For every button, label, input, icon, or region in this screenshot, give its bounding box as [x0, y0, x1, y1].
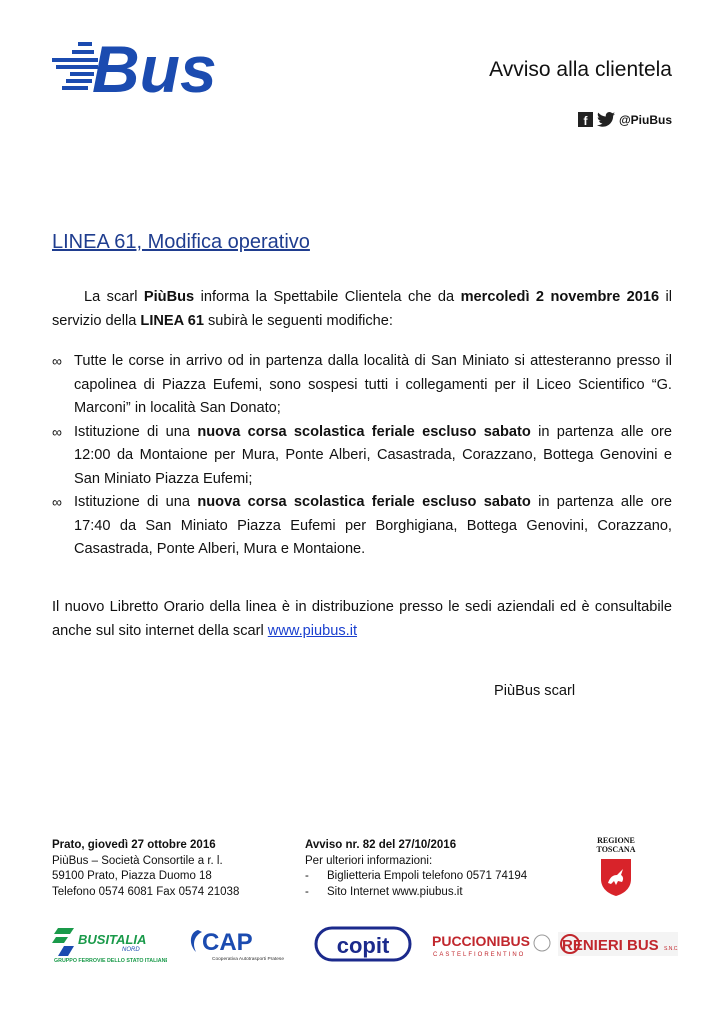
footer-address: 59100 Prato, Piazza Duomo 18: [52, 870, 212, 882]
svg-text:S.N.C.: S.N.C.: [664, 946, 678, 952]
list-item-text: Istituzione di una: [74, 494, 198, 510]
footer-company: PiùBus – Società Consortile a r. l.: [52, 854, 223, 867]
regione-toscana-logo: REGIONE TOSCANA: [592, 836, 640, 897]
piubus-logo: [52, 34, 262, 100]
footer-contact-info: [305, 838, 527, 900]
info-label: Per ulteriori informazioni:: [305, 854, 433, 867]
partner-logos: [52, 922, 682, 966]
cap-logo: [186, 922, 290, 966]
signature: PiùBus scarl: [494, 683, 576, 699]
svg-text:copit: copit: [336, 933, 390, 958]
changes-list: [52, 350, 672, 562]
list-item-text: in partenza alle ore 12:00 da Montaione per Mura, Ponte Alberi, Casastrada, Corazzano, Bottega Genovini e San Miniato Piazza Eufemi;: [74, 423, 672, 487]
svg-text:CAP: CAP: [202, 929, 253, 956]
infinity-bullet-icon: ∞: [52, 494, 62, 510]
list-item: [52, 350, 672, 421]
svg-text:BUSITALIA: BUSITALIA: [78, 932, 147, 947]
footer-company-info: [52, 838, 239, 900]
info-item-text: Sito Internet www.piubus.it: [327, 885, 463, 898]
list-item-highlight: nuova corsa scolastica feriale escluso sabato: [197, 494, 531, 510]
intro-text: subirà le seguenti modifiche:: [203, 312, 393, 329]
twitter-icon[interactable]: [597, 112, 615, 127]
notice-title: LINEA 61, Modifica operativo: [52, 231, 310, 253]
svg-text:PUCCIONIBUS: PUCCIONIBUS: [432, 933, 531, 949]
list-item-text: in partenza alle ore 17:40 da San Miniato Piazza Eufemi per Borghigiana, Bottega Genovini, Corazzano, Casastrada, Ponte Alberi, Mura e Montaione.: [74, 494, 672, 557]
renieri-bus-logo: [558, 922, 678, 966]
intro-text: La scarl: [84, 289, 144, 305]
website-link[interactable]: www.piubus.it: [267, 622, 358, 639]
info-item: - Sito Internet www.piubus.it: [305, 885, 527, 901]
footer-phone: Telefono 0574 6081 Fax 0574 21038: [52, 885, 240, 898]
svg-text:NORD: NORD: [122, 947, 140, 953]
busitalia-logo: [52, 922, 167, 966]
facebook-icon[interactable]: f: [578, 112, 593, 127]
infinity-bullet-icon: ∞: [52, 353, 62, 369]
list-item: [52, 491, 672, 562]
list-item-highlight: nuova corsa scolastica feriale escluso sabato: [197, 423, 531, 440]
pegasus-shield-icon: [599, 857, 633, 897]
list-item: [52, 421, 672, 492]
svg-text:GRUPPO FERROVIE DELLO STATO IT: GRUPPO FERROVIE DELLO STATO ITALIANE: [54, 958, 167, 964]
intro-date: mercoledì 2 novembre 2016: [460, 289, 660, 305]
info-item: - Biglietteria Empoli telefono 0571 74194: [305, 869, 527, 885]
footer-date: Prato, giovedì 27 ottobre 2016: [52, 839, 216, 851]
header-title: Avviso alla clientela: [489, 58, 672, 81]
intro-company: PiùBus: [143, 289, 195, 305]
svg-text:RENIERI BUS: RENIERI BUS: [562, 937, 659, 954]
svg-text:Bus: Bus: [92, 34, 217, 100]
copit-logo: [314, 922, 412, 966]
outro-paragraph: [52, 596, 672, 643]
intro-paragraph: [52, 286, 672, 333]
notice-number: Avviso nr. 82 del 27/10/2016: [305, 839, 457, 851]
infinity-bullet-icon: ∞: [52, 423, 62, 440]
svg-text:Cooperativa Autotrasporti Prat: Cooperativa Autotrasporti Pratese: [212, 957, 284, 962]
info-item-text: Biglietteria Empoli telefono 0571 74194: [327, 870, 528, 882]
social-handle[interactable]: @PiuBus: [618, 112, 672, 127]
intro-text: il servizio della: [52, 289, 673, 329]
list-item-text: Istituzione di una: [74, 423, 198, 440]
intro-text: informa la Spettabile Clientela che da: [194, 289, 461, 305]
social-links: [578, 112, 672, 127]
outro-text: Il nuovo Libretto Orario della linea è in distribuzione presso le sedi aziendali ed è consultabile anche sul sito internet della scarl: [52, 599, 672, 639]
intro-line: LINEA 61: [140, 312, 204, 329]
list-item-text: Tutte le corse in arrivo od in partenza dalla località di San Miniato si attesteranno presso il capolinea di Piazza Eufemi, sono sospesi tutti i collegamenti per il Liceo Scientifico “G. Marconi” in località San Donato;: [74, 353, 672, 416]
puccionibus-logo: [432, 922, 552, 966]
svg-text:CASTELFIORENTINO: CASTELFIORENTINO: [433, 952, 526, 958]
